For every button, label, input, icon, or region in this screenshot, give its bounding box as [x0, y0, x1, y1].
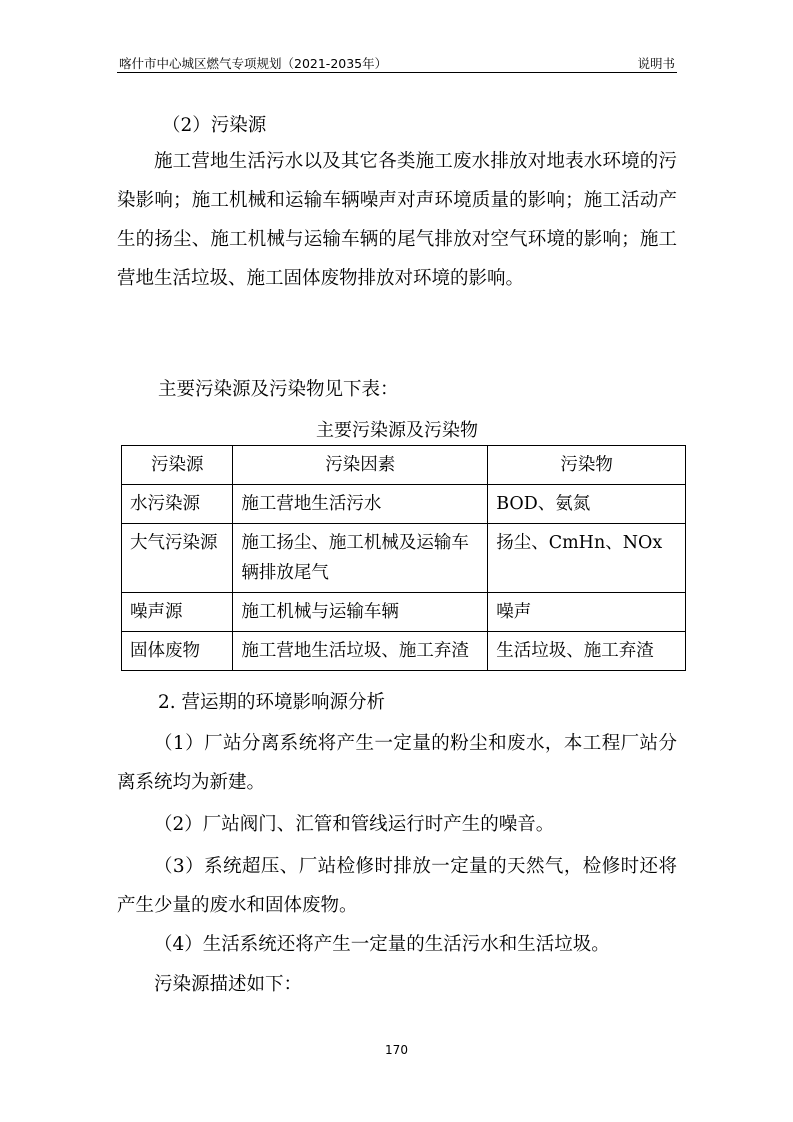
table-row — [122, 524, 686, 593]
table-intro: 主要污染源及污染物见下表： — [158, 379, 399, 400]
table-header-row — [122, 446, 686, 485]
column-header-factor: 污染因素 — [233, 446, 488, 485]
cell-factor: 施工机械与运输车辆 — [233, 593, 488, 632]
list-item-4: （4）生活系统还将产生一定量的生活污水和生活垃圾。 — [154, 934, 610, 955]
closing-line: 污染源描述如下： — [154, 974, 303, 995]
cell-source: 大气污染源 — [122, 524, 233, 593]
heading-pollution-sources: （2）污染源 — [162, 115, 267, 136]
table-row — [122, 632, 686, 671]
list-item-2: （2）厂站阀门、汇管和管线运行时产生的噪音。 — [154, 814, 555, 835]
column-header-source: 污染源 — [122, 446, 233, 485]
list-item-3: （3）系统超压、厂站检修时排放一定量的天然气，检修时还将产生少量的废水和固体废物。 — [117, 856, 677, 916]
cell-factor: 施工营地生活垃圾、施工弃渣 — [233, 632, 488, 671]
cell-pollutant: 噪声 — [488, 593, 686, 632]
column-header-pollutant: 污染物 — [488, 446, 686, 485]
page-header — [117, 50, 677, 73]
cell-factor: 施工扬尘、施工机械及运输车辆排放尾气 — [233, 524, 488, 593]
section-label: 说明书 — [637, 56, 675, 71]
cell-source: 水污染源 — [122, 485, 233, 524]
page-number: 170 — [385, 1043, 408, 1057]
paragraph-pollution-sources: 施工营地生活污水以及其它各类施工废水排放对地表水环境的污染影响；施工机械和运输车辆噪声对声环境质量的影响；施工活动产生的扬尘、施工机械与运输车辆的尾气排放对空气环境的影响；施工营地生活垃圾、施工固体废物排放对环境的影响。 — [117, 151, 677, 289]
table-row — [122, 485, 686, 524]
table-row — [122, 593, 686, 632]
cell-pollutant: 扬尘、CmHn、NOx — [488, 524, 686, 593]
cell-source: 固体废物 — [122, 632, 233, 671]
list-item-1: （1）厂站分离系统将产生一定量的粉尘和废水，本工程厂站分离系统均为新建。 — [117, 733, 677, 793]
pollution-table — [121, 445, 686, 671]
document-title: 喀什市中心城区燃气专项规划（2021-2035年） — [119, 56, 388, 71]
cell-pollutant: 生活垃圾、施工弃渣 — [488, 632, 686, 671]
cell-source: 噪声源 — [122, 593, 233, 632]
table-title: 主要污染源及污染物 — [316, 420, 478, 441]
cell-factor: 施工营地生活污水 — [233, 485, 488, 524]
cell-pollutant: BOD、氨氮 — [488, 485, 686, 524]
section-heading-operation: 2. 营运期的环境影响源分析 — [158, 692, 386, 713]
